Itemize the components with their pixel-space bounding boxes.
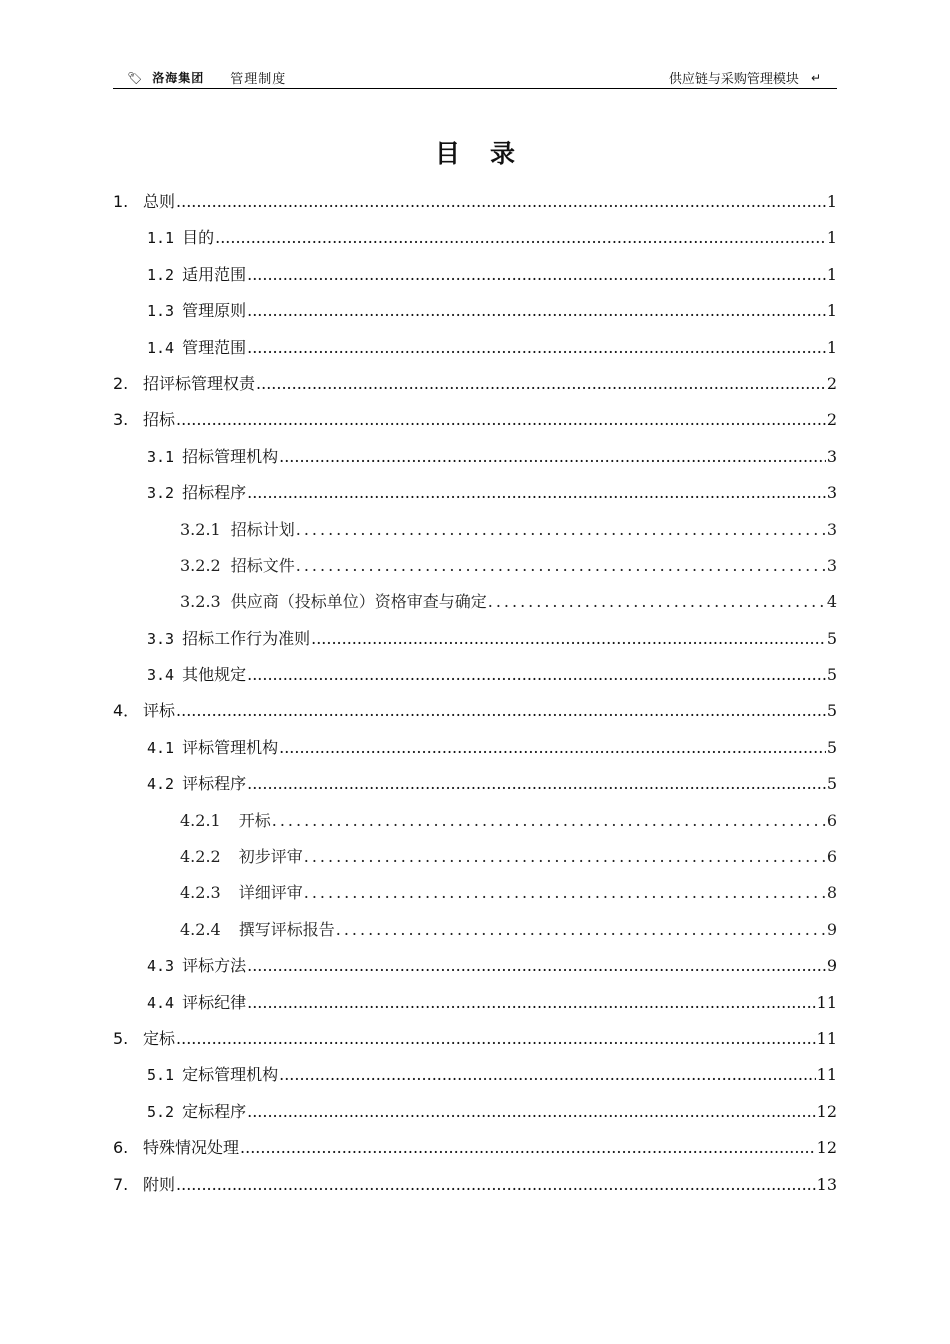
toc-entry[interactable] — [113, 548, 837, 584]
toc-entry-page: 1 — [826, 228, 837, 248]
toc-entry-title: 招标计划 — [230, 519, 295, 539]
toc-entry-label — [180, 803, 271, 839]
toc-entry-page: 2 — [826, 373, 837, 393]
toc-entry-page: 5 — [826, 701, 837, 721]
toc-entry-title: 招标程序 — [182, 483, 247, 503]
toc-entry[interactable] — [113, 1057, 837, 1093]
return-arrow-icon: ↵ — [810, 70, 821, 85]
toc-entry[interactable] — [113, 1094, 837, 1130]
page-header — [113, 66, 837, 89]
dot-leader — [488, 584, 826, 620]
toc-entry-number: 5. — [113, 1028, 129, 1048]
toc-entry-page: 5 — [826, 737, 837, 757]
toc-entry-label — [147, 1094, 246, 1130]
dot-leader — [176, 184, 826, 220]
toc-entry-label — [147, 475, 246, 511]
dot-leader — [247, 257, 826, 293]
toc-entry-page: 1 — [826, 301, 837, 321]
dot-leader — [240, 1130, 816, 1166]
dot-leader — [247, 1094, 816, 1130]
toc-entry[interactable] — [113, 475, 837, 511]
toc-entry-title: 评标方法 — [182, 956, 247, 976]
toc-entry-label — [180, 875, 303, 911]
toc-entry-page: 6 — [826, 847, 837, 867]
dot-leader — [215, 220, 826, 256]
toc-entry-number: 1.4 — [147, 338, 175, 357]
toc-entry-label — [113, 366, 255, 402]
dot-leader — [247, 948, 826, 984]
toc-entry-page: 1 — [826, 337, 837, 357]
toc-entry-label — [180, 912, 335, 948]
dot-leader — [247, 293, 826, 329]
toc-entry[interactable] — [113, 1130, 837, 1166]
toc-entry-number: 6. — [113, 1138, 129, 1158]
toc-entry-number: 4.1 — [147, 738, 175, 757]
dot-leader — [279, 1057, 816, 1093]
toc-entry-page: 9 — [826, 956, 837, 976]
toc-entry-page: 3 — [826, 519, 837, 539]
toc-entry[interactable] — [113, 1021, 837, 1057]
dot-leader — [311, 621, 826, 657]
toc-entry-label — [147, 257, 246, 293]
toc-entry-page: 5 — [826, 665, 837, 685]
toc-entry[interactable] — [113, 184, 837, 220]
toc-entry-label — [180, 548, 295, 584]
dot-leader — [247, 330, 826, 366]
toc-entry[interactable] — [113, 1167, 837, 1203]
header-left — [127, 68, 286, 87]
toc-entry-title: 开标 — [238, 810, 271, 830]
dot-leader — [296, 548, 826, 584]
toc-entry-label — [113, 1130, 239, 1166]
toc-entry-title: 招标文件 — [230, 555, 295, 575]
toc-entry-title: 招标 — [143, 410, 176, 430]
toc-entry-page: 3 — [826, 555, 837, 575]
toc-entry-number: 3.4 — [147, 666, 175, 685]
toc-entry-number: 4.2.4 — [180, 919, 221, 939]
dot-leader — [176, 693, 826, 729]
toc-entry-title: 详细评审 — [238, 883, 303, 903]
toc-entry[interactable] — [113, 584, 837, 620]
toc-entry-page: 3 — [826, 483, 837, 503]
toc-entry-page: 11 — [816, 992, 837, 1012]
toc-entry-number: 4.2.1 — [180, 810, 221, 830]
toc-entry[interactable] — [113, 512, 837, 548]
toc-entry-title: 特殊情况处理 — [143, 1138, 240, 1158]
toc-entry[interactable] — [113, 439, 837, 475]
tag-icon: 🏷︎ — [127, 70, 143, 85]
toc-entry-title: 适用范围 — [182, 264, 247, 284]
toc-entry-label — [113, 402, 175, 438]
toc-entry-number: 4.2.3 — [180, 883, 221, 903]
toc-entry-number: 5.1 — [147, 1066, 175, 1085]
toc-entry-title: 目的 — [182, 228, 215, 248]
toc-entry-label — [113, 184, 175, 220]
toc-entry-label — [147, 948, 246, 984]
toc-entry-page: 3 — [826, 446, 837, 466]
toc-entry-title: 管理原则 — [182, 301, 247, 321]
dot-leader — [279, 730, 826, 766]
toc-entry-number: 4.2 — [147, 775, 175, 794]
toc-entry-number: 1.1 — [147, 229, 175, 248]
dot-leader — [256, 366, 826, 402]
toc-entry[interactable] — [113, 330, 837, 366]
toc-entry-title: 评标程序 — [182, 774, 247, 794]
toc-entry[interactable] — [113, 402, 837, 438]
toc-entry-number: 3.2.2 — [180, 555, 221, 575]
toc-entry-label — [147, 1057, 278, 1093]
toc-entry[interactable] — [113, 985, 837, 1021]
toc-entry-title: 撰写评标报告 — [238, 919, 335, 939]
toc-entry-number: 4． — [113, 701, 140, 721]
toc-entry-number: 4.2.2 — [180, 847, 221, 867]
toc-entry-page: 12 — [816, 1138, 837, 1158]
toc-entry-page: 13 — [816, 1174, 837, 1194]
toc-entry-number: 4.3 — [147, 957, 175, 976]
toc-entry-title: 招标工作行为准则 — [182, 628, 311, 648]
toc-entry-title: 初步评审 — [238, 847, 303, 867]
toc-entry[interactable] — [113, 948, 837, 984]
toc-entry-title: 定标程序 — [182, 1101, 247, 1121]
toc-entry-label — [147, 330, 246, 366]
toc-entry-label — [113, 693, 175, 729]
toc-entry-title: 评标 — [143, 701, 176, 721]
toc-entry-number: 1. — [113, 192, 129, 211]
toc-entry[interactable] — [113, 730, 837, 766]
toc-entry-page: 6 — [826, 810, 837, 830]
toc-entry[interactable] — [113, 766, 837, 802]
dot-leader — [176, 402, 826, 438]
dot-leader — [336, 912, 826, 948]
toc-entry-number: 3. — [113, 410, 129, 430]
toc-entry-title: 评标纪律 — [182, 992, 247, 1012]
toc-entry-label — [180, 839, 303, 875]
toc-entry[interactable] — [113, 366, 837, 402]
header-company: 洛海集团 — [152, 71, 205, 85]
toc-entry-number: 3.3 — [147, 629, 175, 648]
toc-entry-number: 3.2.1 — [180, 519, 221, 539]
toc-entry-title: 定标管理机构 — [182, 1065, 279, 1085]
toc-entry-page: 11 — [816, 1065, 837, 1085]
dot-leader — [304, 839, 826, 875]
toc-entry-page: 2 — [826, 410, 837, 430]
dot-leader — [247, 766, 826, 802]
toc-entry-label — [180, 512, 295, 548]
toc-entry[interactable] — [113, 803, 837, 839]
toc-entry[interactable] — [113, 693, 837, 729]
toc-entry-label — [147, 293, 246, 329]
toc-entry-number: 1.3 — [147, 302, 175, 321]
page-title: 目录 — [434, 139, 545, 168]
toc-entry-title: 总则 — [143, 192, 176, 211]
dot-leader — [279, 439, 826, 475]
toc-entry-label — [147, 621, 310, 657]
toc-entry-title: 招评标管理权责 — [143, 373, 256, 393]
dot-leader — [296, 512, 826, 548]
toc-entry-label — [147, 730, 278, 766]
toc-entry[interactable] — [113, 220, 837, 256]
toc-entry[interactable] — [113, 839, 837, 875]
header-right — [669, 68, 821, 87]
toc-entry-page: 5 — [826, 774, 837, 794]
toc-entry-number: 2. — [113, 373, 129, 393]
toc-entry-page: 1 — [826, 192, 837, 211]
toc-entry-label — [147, 657, 246, 693]
toc-entry-title: 招标管理机构 — [182, 446, 279, 466]
toc-entry-page: 9 — [826, 919, 837, 939]
toc-entry-page: 11 — [816, 1028, 837, 1048]
dot-leader — [304, 875, 826, 911]
toc-entry[interactable] — [113, 293, 837, 329]
toc-entry[interactable] — [113, 912, 837, 948]
dot-leader — [272, 803, 826, 839]
toc-entry-page: 5 — [826, 628, 837, 648]
toc-entry-label — [147, 439, 278, 475]
toc-entry-number: 3.2 — [147, 484, 175, 503]
toc-entry-label — [147, 985, 246, 1021]
toc-entry-number: 7. — [113, 1174, 129, 1194]
toc-entry-label — [180, 584, 487, 620]
toc-entry-title: 供应商（投标单位）资格审查与确定 — [230, 592, 487, 612]
toc-entry-page: 12 — [816, 1101, 837, 1121]
toc-entry-title: 附则 — [143, 1174, 176, 1194]
toc-entry-label — [147, 220, 214, 256]
toc-entry-number: 1.2 — [147, 265, 175, 284]
toc-entry-number: 3.2.3 — [180, 592, 221, 612]
dot-leader — [247, 985, 816, 1021]
toc-entry[interactable] — [113, 657, 837, 693]
toc-entry-label — [113, 1021, 175, 1057]
toc-entry-label — [113, 1167, 175, 1203]
toc-entry-number: 5.2 — [147, 1102, 175, 1121]
toc-entry-title: 定标 — [143, 1028, 176, 1048]
toc-entry-title: 其他规定 — [182, 665, 247, 685]
toc-entry-title: 管理范围 — [182, 337, 247, 357]
toc-entry-number: 3.1 — [147, 447, 175, 466]
toc-entry-page: 4 — [826, 592, 837, 612]
toc-entry-page: 8 — [826, 883, 837, 903]
toc-entry[interactable] — [113, 621, 837, 657]
toc-entry[interactable] — [113, 257, 837, 293]
toc-entry-page: 1 — [826, 264, 837, 284]
header-module: 供应链与采购管理模块 — [668, 72, 799, 87]
dot-leader — [247, 657, 826, 693]
table-of-contents — [113, 184, 837, 1203]
header-section: 管理制度 — [230, 72, 287, 87]
toc-entry-title: 评标管理机构 — [182, 737, 279, 757]
toc-entry[interactable] — [113, 875, 837, 911]
toc-entry-number: 4.4 — [147, 993, 175, 1012]
dot-leader — [176, 1021, 816, 1057]
toc-entry-label — [147, 766, 246, 802]
dot-leader — [247, 475, 826, 511]
dot-leader — [176, 1167, 816, 1203]
